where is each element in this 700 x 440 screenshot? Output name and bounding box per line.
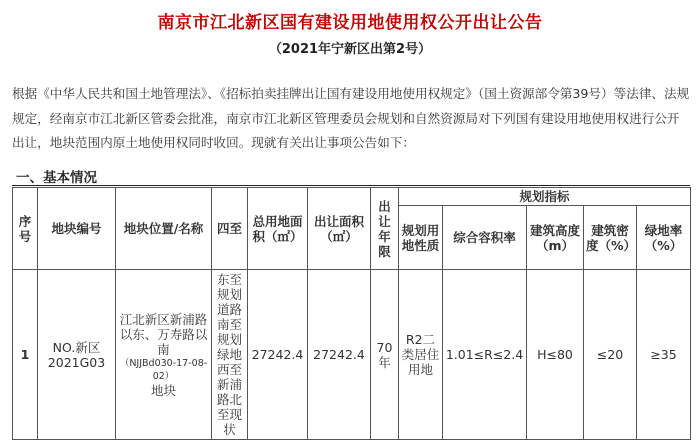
notice-number: （2021年宁新区出第2号）	[268, 42, 432, 57]
location-suffix: 地块	[150, 382, 176, 398]
section-divider	[12, 185, 690, 186]
notice-body: 根据《中华人民共和国土地管理法》、《招标拍卖挂牌出让国有建设用地使用权规定》（国土资源部令第39号）等法律、法规规定，经南京市江北新区管委会批准，南京市江北新区管理委员会规划和自然资源局对下列国有建设用地使用权进行公开出让，地块范围内原土地使用权同时收回。现就有关出让事项公告如下：	[12, 86, 690, 150]
header-seq: 序号	[13, 188, 38, 270]
cell-far: 1.01≤R≤2.4	[443, 270, 527, 440]
cell-term: 70年	[371, 270, 399, 440]
cell-boundary: 东至规划道路南至规划绿地西至新浦路北至现状	[212, 270, 248, 440]
cell-parcel-code: NO.新区2021G03	[38, 270, 116, 440]
table-row	[13, 270, 691, 440]
cell-height: H≤80	[527, 270, 584, 440]
cell-transfer-area: 27242.4	[308, 270, 371, 440]
header-density: 建筑密度（%）	[584, 206, 637, 270]
header-green: 绿地率（%）	[637, 206, 691, 270]
header-boundary: 四至	[212, 188, 248, 270]
header-planning-group: 规划指标	[399, 188, 691, 206]
cell-total-area: 27242.4	[248, 270, 308, 440]
cell-density: ≤20	[584, 270, 637, 440]
header-far: 综合容积率	[443, 206, 527, 270]
notice-title: 南京市江北新区国有建设用地使用权公开出让公告	[157, 13, 543, 33]
location-plot-code: （NJJBd030-17-08-02）	[119, 357, 208, 382]
cell-green: ≥35	[637, 270, 691, 440]
header-parcel-code: 地块编号	[38, 188, 116, 270]
header-height: 建筑高度（m）	[527, 206, 584, 270]
cell-location	[116, 270, 212, 440]
header-transfer-area: 出让面积（㎡）	[308, 188, 371, 270]
basic-info-table	[12, 187, 691, 440]
location-name: 江北新区新浦路以东、万寿路以南	[119, 311, 208, 357]
cell-seq: 1	[13, 270, 38, 440]
table-header-row	[13, 188, 691, 206]
header-land-use: 规划用地性质	[399, 206, 443, 270]
section-heading: 一、基本情况	[16, 170, 97, 186]
header-term: 出让年限	[371, 188, 399, 270]
header-total-area: 总用地面积（㎡）	[248, 188, 308, 270]
cell-land-use: R2二类居住用地	[399, 270, 443, 440]
header-location: 地块位置/名称	[116, 188, 212, 270]
